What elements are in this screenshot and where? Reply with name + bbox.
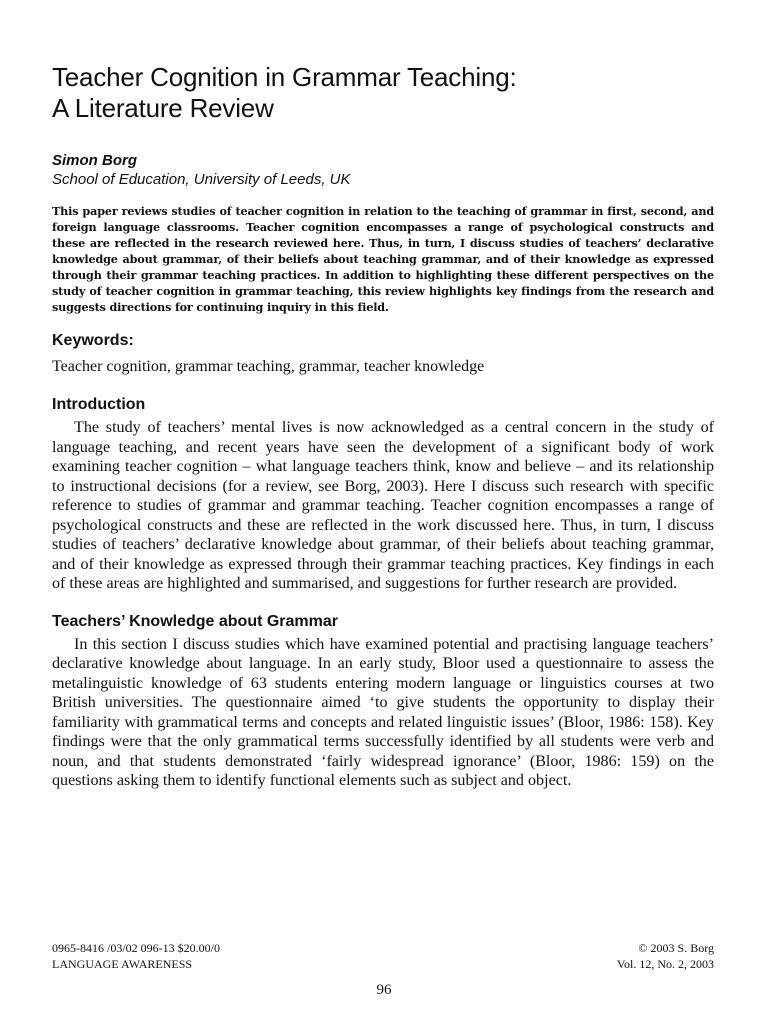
author-affiliation: School of Education, University of Leeds, UK (52, 171, 351, 188)
knowledge-section-heading: Teachers’ Knowledge about Grammar (52, 612, 339, 630)
knowledge-section-paragraph: In this section I discuss studies which have examined potential and practising language teachers’ declarative knowledge about language. In an early study, Bloor used a questionnaire to assess the metalinguistic knowledge of 63 students entering modern language or linguistics courses at two British universities. The questionnaire aimed ‘to give students the opportunity to display their familiarity with grammatical terms and concepts and related linguistic issues’ (Bloor, 1986: 158). Key findings were that the only grammatical terms successfully identified by all students were verb and noun, and that students demonstrated ‘fairly widespread ignorance’ (Bloor, 1986: 159) on the questions asking them to identify functional elements such as subject and object. (52, 635, 714, 789)
article-title (52, 62, 714, 124)
title-line-2: A Literature Review (52, 93, 274, 123)
footer-issn: 0965-8416 /03/02 096-13 $20.00/0 (52, 941, 220, 955)
footer-row-1 (52, 940, 714, 956)
abstract: This paper reviews studies of teacher cognition in relation to the teaching of grammar in first, second, and foreign language classrooms. Teacher cognition encompasses a range of psychological constructs and these are reflected in the research reviewed here. Thus, in turn, I discuss studies of teachers’ declarative knowledge about grammar, of their beliefs about teaching grammar, and of their knowledge as expressed through their grammar teaching practices. In addition to highlighting these different perspectives on the study of teacher cognition in grammar teaching, this review highlights key findings from the research and suggests directions for continuing inquiry in this field. (52, 204, 714, 314)
footer-volume: Vol. 12, No. 2, 2003 (616, 957, 714, 971)
page-number: 96 (376, 982, 392, 998)
keywords-list: Teacher cognition, grammar teaching, grammar, teacher knowledge (52, 358, 485, 375)
keywords-heading: Keywords: (52, 332, 134, 349)
author-name: Simon Borg (52, 152, 137, 169)
introduction-paragraph: The study of teachers’ mental lives is now acknowledged as a central concern in the study of language teaching, and recent years have seen the development of a significant body of work examining teacher cognition – what language teachers think, know and believe – and its relationship to instructional decisions (for a review, see Borg, 2003). Here I discuss such research with specific reference to studies of grammar and grammar teaching. Teacher cognition encompasses a range of psychological constructs and these are reflected in the work discussed here. Thus, in turn, I discuss studies of teachers’ declarative knowledge about grammar, of their beliefs about teaching grammar, and of their knowledge as expressed through their grammar teaching practices. Key findings in each of these areas are highlighted and summarised, and suggestions for further research are provided. (52, 419, 714, 592)
title-line-1: Teacher Cognition in Grammar Teaching: (52, 62, 517, 92)
footer-row-2 (52, 956, 714, 972)
introduction-heading: Introduction (52, 396, 146, 413)
article-page (52, 62, 714, 791)
footer-copyright: © 2003 S. Borg (638, 941, 714, 955)
footer-journal: LANGUAGE AWARENESS (52, 957, 193, 971)
page-footer (52, 940, 714, 972)
